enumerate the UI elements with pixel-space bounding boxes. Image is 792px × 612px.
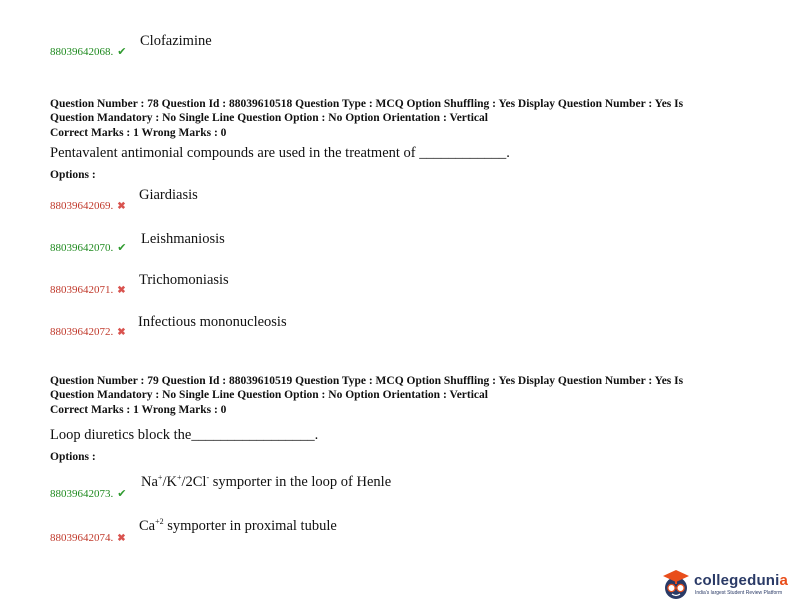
cross-icon: ✖ bbox=[117, 201, 126, 212]
option-row bbox=[50, 484, 126, 502]
question-meta: Question Number : 79 Question Id : 88039610519 Question Type : MCQ Option Shuffling : Yes Display Question Number : Yes Is Question Mandatory : No Single Line Question Option : No Option Orientation : Vertical Correct Marks : 1 Wrong Marks : 0 bbox=[50, 375, 684, 416]
option-id: 88039642074. bbox=[50, 532, 114, 544]
options-label: Options : bbox=[50, 451, 96, 463]
option-text: Leishmaniosis bbox=[141, 231, 225, 247]
logo-tagline: India's largest Student Review Platform bbox=[695, 590, 783, 596]
question-text: Loop diuretics block the_________________. bbox=[50, 427, 319, 443]
collegedunia-logo bbox=[660, 568, 789, 604]
option-id: 88039642072. bbox=[50, 326, 114, 338]
check-icon: ✔ bbox=[117, 242, 127, 254]
option-row bbox=[50, 280, 126, 298]
option-row bbox=[50, 528, 126, 546]
option-row bbox=[50, 196, 126, 214]
option-id: 88039642073. bbox=[50, 488, 114, 500]
option-id: 88039642070. bbox=[50, 242, 114, 254]
option-text: Trichomoniasis bbox=[139, 272, 229, 288]
cross-icon: ✖ bbox=[117, 285, 126, 296]
option-row bbox=[50, 322, 126, 340]
graduate-icon bbox=[660, 568, 692, 602]
logo-wordmark: collegedunia bbox=[694, 572, 789, 589]
option-id: 88039642071. bbox=[50, 284, 114, 296]
cross-icon: ✖ bbox=[117, 533, 126, 544]
option-text: Infectious mononucleosis bbox=[138, 314, 287, 330]
check-icon: ✔ bbox=[117, 488, 127, 500]
cross-icon: ✖ bbox=[117, 327, 126, 338]
option-id: 88039642068. bbox=[50, 46, 114, 58]
question-text: Pentavalent antimonial compounds are used in the treatment of ____________. bbox=[50, 145, 510, 161]
option-text: $Ca^{+2}$ symporter in proximal tubule bbox=[139, 517, 337, 534]
option-text: Na+/K+/2Cl- symporter in the loop of Henle bbox=[141, 473, 392, 490]
question-meta: Question Number : 78 Question Id : 88039610518 Question Type : MCQ Option Shuffling : Yes Display Question Number : Yes Is Question Mandatory : No Single Line Question Option : No Option Orientation : Vertical Correct Marks : 1 Wrong Marks : 0 bbox=[50, 98, 684, 139]
option-text: Clofazimine bbox=[140, 33, 212, 49]
check-icon: ✔ bbox=[117, 46, 127, 58]
option-row bbox=[50, 238, 126, 256]
option-text: Giardiasis bbox=[139, 187, 198, 203]
option-row bbox=[50, 42, 126, 60]
option-id: 88039642069. bbox=[50, 200, 114, 212]
options-label: Options : bbox=[50, 169, 96, 181]
